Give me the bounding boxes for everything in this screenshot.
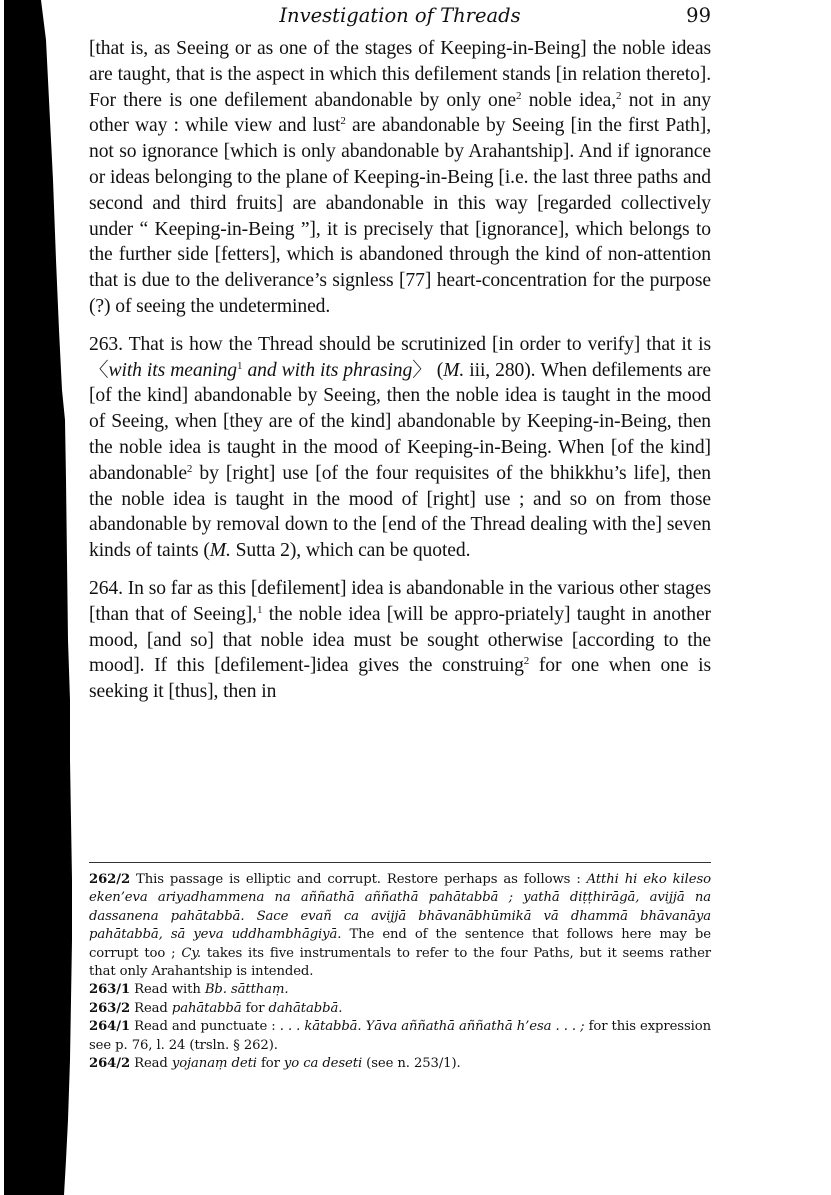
- footnote-ref: 264/1: [89, 1019, 131, 1035]
- italic-run: M.: [209, 540, 231, 562]
- text-run: Read: [130, 1056, 172, 1072]
- footnote-separator-rule: [89, 862, 711, 863]
- footnote-marker: 1: [256, 603, 263, 616]
- footnote-262-2: [89, 871, 711, 981]
- italic-run: yojanaṃ deti: [171, 1056, 257, 1072]
- text-run: That is how the Thread should be scrutinized [in order to verify] that it is 〈: [89, 333, 711, 381]
- text-run: Read and punctuate :: [130, 1019, 280, 1035]
- footnote-marker: 2: [616, 89, 622, 102]
- footnotes: [89, 871, 711, 1073]
- footnote-ref: 262/2: [89, 872, 131, 887]
- italic-run: Bb. sātthaṃ.: [204, 982, 289, 998]
- text-run: 〉 (: [412, 359, 444, 381]
- text-run: The end of the sentence that follows here may be corrupt too ;: [89, 927, 711, 961]
- running-head: [89, 4, 711, 28]
- running-title: Investigation of Threads: [279, 4, 521, 27]
- footnote-ref: 263/2: [89, 1000, 131, 1016]
- text-run: for: [256, 1056, 284, 1072]
- italic-run: . . . kātabbā. Yāva aññathā aññathā h’esa . . . ;: [279, 1019, 585, 1035]
- text-run: not in any other way : while view and lust: [89, 89, 711, 137]
- text-run: by [right] use [of the four requisites of the bhikkhu’s life], then the noble idea is taught in the mood of [right] use ; and so on from those abandonable by removal down to the [end of the Thread dealing with the] seven kinds of taints (: [89, 462, 711, 562]
- text-run: for this expression see p. 76, l. 24 (trsln. § 262).: [89, 1019, 711, 1053]
- italic-run: pahātabbā: [171, 1000, 242, 1016]
- footnote-marker: 2: [523, 655, 530, 668]
- italic-run: and with its phrasing: [242, 359, 413, 381]
- paragraph-263: [89, 332, 711, 564]
- italic-run: Atthi hi eko kileso eken’eva ariyadhammena na aññathā aññathā pahātabbā ; yathā diṭṭhirāgā, avijjā na dassanena pahātabbā. Sace evañ ca avijjā bhāvanābhūmikā vā dhammā bhāvanāya pahātabbā, sā yeva uddhambhāgiyā.: [89, 872, 711, 943]
- text-run: noble idea,: [521, 89, 617, 111]
- binding-shadow-shape: [0, 0, 72, 1195]
- paragraph-number: 263.: [89, 333, 123, 355]
- footnote-ref: 263/1: [89, 982, 131, 998]
- footnote-264-2: [89, 1055, 711, 1073]
- italic-run: yo ca deseti: [283, 1056, 363, 1072]
- italic-run: M.: [443, 359, 465, 381]
- text-run: the noble idea [will be appro-priately] taught in another mood, [and so] that noble idea must be sought otherwise [according to the mood]. If this [defilement-]idea gives the construing: [89, 603, 711, 677]
- paragraph-264: [89, 576, 711, 705]
- italic-run: Cy.: [181, 945, 202, 961]
- text-run: Read with: [130, 982, 205, 998]
- paragraph-262-continued: [89, 36, 711, 320]
- footnote-ref: 264/2: [89, 1056, 131, 1072]
- footnote-marker: 2: [186, 462, 193, 475]
- text-run: takes its five instrumentals to refer to the four Paths, but it seems rather that only Arahantship is intended.: [89, 945, 712, 980]
- text-run: This passage is elliptic and corrupt. Restore perhaps as follows :: [130, 872, 587, 887]
- text-run: In so far as this [defilement] idea is abandonable in the various other stages [than that of Seeing],: [89, 577, 711, 625]
- italic-run: dahātabbā.: [268, 1000, 343, 1016]
- paragraph-number: 264.: [89, 577, 123, 599]
- footnote-263-2: [89, 1000, 711, 1018]
- footnote-264-1: [89, 1018, 711, 1055]
- text-run: for one when one is seeking it [thus], then in: [89, 655, 711, 703]
- footnote-marker: 1: [236, 359, 243, 372]
- footnote-263-1: [89, 981, 711, 999]
- italic-run: with its meaning: [108, 359, 237, 381]
- page-number: 99: [686, 4, 711, 27]
- footnote-marker: 2: [516, 89, 522, 102]
- text-run: iii, 280). When defilements are [of the kind] abandonable by Seeing, then the noble idea is taught in the mood of Seeing, when [they are of the kind] abandonable by Keeping-in-Being, then the noble idea is taught in the mood of Keeping-in-Being. When [of the kind] abandonable: [89, 359, 711, 484]
- left-edge-line: [4, 0, 6, 1195]
- text-run: are abandonable by Seeing [in the first Path], not so ignorance [which is only abandonable by Arahantship]. And if ignorance or ideas belonging to the plane of Keeping-in-Being [i.e. the last three paths and second and third fruits] are abandonable in this way [regarded collectively under “ Keeping-in-Being ”], it is precisely that [ignorance], which belongs to the further side [fetters], which is abandoned through the kind of non-attention that is due to the deliverance’s signless [77] heart-concentration for the purpose (?) of seeing the undetermined.: [89, 115, 711, 317]
- text-run: Sutta 2), which can be quoted.: [230, 540, 471, 562]
- text-run: for: [241, 1000, 269, 1016]
- body-text: [89, 36, 711, 705]
- text-run: (see n. 253/1).: [362, 1056, 461, 1072]
- footnote-marker: 2: [340, 115, 346, 128]
- left-margin-strip: [0, 0, 4, 1195]
- text-run: Read: [130, 1000, 172, 1016]
- text-run: [that is, as Seeing or as one of the stages of Keeping-in-Being] the noble ideas are taught, that is the aspect in which this defilement stands [in relation thereto]. For there is one defilement abandonable by only one: [89, 38, 711, 111]
